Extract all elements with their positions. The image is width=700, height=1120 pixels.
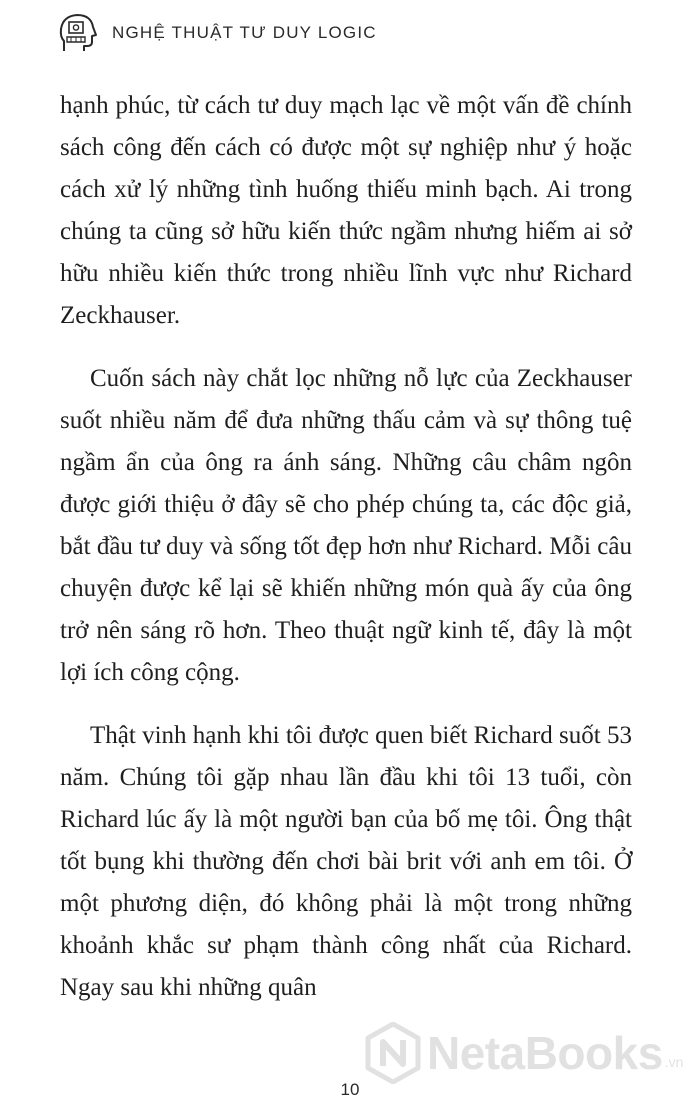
watermark-suffix: .vn [664,1054,684,1070]
book-title: NGHỆ THUẬT TƯ DUY LOGIC [112,23,377,42]
running-header [58,8,377,58]
page-number: 10 [340,1080,360,1099]
paragraph-1: hạnh phúc, từ cách tư duy mạch lạc về một vấn đề chính sách công đến cách có được một sự nghiệp như ý hoặc cách xử lý những tình huống thiếu minh bạch. Ai trong chúng ta cũng sở hữu kiến thức ngầm nhưng hiếm ai sở hữu nhiều kiến thức trong nhiều lĩnh vực như Richard Zeckhauser. [60,92,632,329]
watermark-text: NetaBooks [427,1027,663,1079]
netabooks-watermark [365,1022,683,1084]
paragraph-3: Thật vinh hạnh khi tôi được quen biết Richard suốt 53 năm. Chúng tôi gặp nhau lần đầu khi tôi 13 tuổi, còn Richard lúc ấy là một người bạn của bố mẹ tôi. Ông thật tốt bụng khi thường đến chơi bài brit với anh em tôi. Ở một phương diện, đó không phải là một trong những khoảnh khắc sư phạm thành công nhất của Richard. Ngay sau khi những quân [60,722,632,1001]
page-body [60,85,632,1009]
netabooks-logo-icon [365,1022,421,1084]
paragraph-2: Cuốn sách này chắt lọc những nỗ lực của Zeckhauser suốt nhiều năm để đưa những thấu cảm và sự thông tuệ ngầm ẩn của ông ra ánh sáng. Những câu châm ngôn được giới thiệu ở đây sẽ cho phép chúng ta, các độc giả, bắt đầu tư duy và sống tốt đẹp hơn như Richard. Mỗi câu chuyện được kể lại sẽ khiến những món quà ấy của ông trở nên sáng rõ hơn. Theo thuật ngữ kinh tế, đây là một lợi ích công cộng. [60,365,632,686]
head-gears-icon [58,11,98,55]
